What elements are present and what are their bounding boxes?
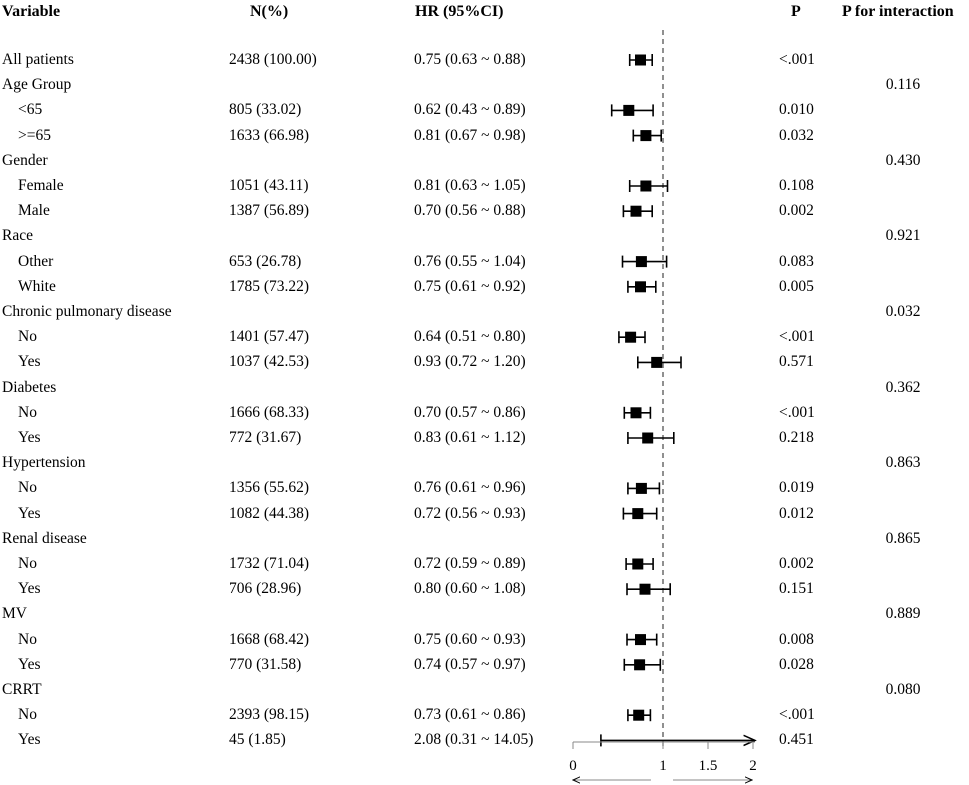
- row-n: 770 (31.58): [229, 655, 302, 673]
- hr-point: [631, 206, 642, 217]
- row-n: 1732 (71.04): [229, 555, 310, 572]
- row-n: 805 (33.02): [229, 101, 302, 119]
- row-p: 0.002: [779, 555, 814, 572]
- row-label: Gender: [2, 151, 48, 169]
- row-label: MV: [2, 605, 27, 623]
- row-p-interaction: 0.362: [885, 378, 921, 396]
- row-p-interaction: 0.863: [885, 454, 921, 472]
- row-p: 0.019: [779, 479, 814, 497]
- row-p-interaction: 0.865: [885, 529, 921, 547]
- header-n: N(%): [250, 3, 289, 20]
- row-hr: 0.81 (0.67 ~ 0.98): [414, 126, 526, 144]
- row-n: 1401 (57.47): [229, 328, 310, 346]
- row-p: 0.005: [779, 277, 814, 295]
- hr-point: [651, 357, 662, 368]
- hr-point: [625, 332, 636, 343]
- hr-point: [640, 181, 651, 192]
- row-p: 0.151: [779, 580, 814, 598]
- row-label: Renal disease: [2, 529, 87, 547]
- row-p: 0.002: [779, 202, 814, 220]
- row-n: 45 (1.85): [229, 731, 286, 749]
- row-p: 0.571: [779, 353, 814, 371]
- row-hr: 0.72 (0.59 ~ 0.89): [414, 555, 526, 572]
- row-label: Age Group: [2, 76, 72, 94]
- row-p-interaction: 0.921: [885, 227, 921, 245]
- hr-point: [634, 659, 645, 670]
- hr-point: [642, 433, 653, 444]
- header-p: P: [791, 3, 801, 20]
- row-label: Diabetes: [2, 378, 57, 396]
- row-n: 653 (26.78): [229, 252, 302, 270]
- row-p: 0.010: [779, 101, 814, 119]
- hr-point: [636, 483, 647, 494]
- row-label: No: [18, 328, 37, 346]
- row-hr: 0.93 (0.72 ~ 1.20): [414, 353, 526, 371]
- row-p-interaction: 0.116: [885, 76, 921, 94]
- row-label: No: [18, 479, 37, 497]
- row-p: 0.083: [779, 252, 814, 270]
- row-label: Male: [18, 202, 50, 220]
- row-p: 0.108: [779, 177, 814, 194]
- row-n: 1633 (66.98): [229, 126, 310, 144]
- row-hr: 0.70 (0.57 ~ 0.86): [414, 403, 526, 421]
- hr-point: [636, 256, 647, 267]
- row-p: <.001: [779, 706, 815, 724]
- row-n: 1666 (68.33): [229, 403, 310, 421]
- row-hr: 0.73 (0.61 ~ 0.86): [414, 706, 526, 724]
- row-p: 0.012: [779, 504, 814, 522]
- row-hr: 0.76 (0.61 ~ 0.96): [414, 479, 526, 497]
- row-n: 1037 (42.53): [229, 353, 310, 371]
- row-p-interaction: 0.889: [885, 605, 921, 623]
- row-hr: 2.08 (0.31 ~ 14.05): [414, 731, 534, 749]
- row-hr: 0.75 (0.63 ~ 0.88): [414, 51, 526, 68]
- x-tick-label: 1.5: [698, 758, 718, 774]
- hr-point: [632, 508, 643, 519]
- row-label: Yes: [18, 731, 41, 749]
- row-hr: 0.62 (0.43 ~ 0.89): [414, 101, 526, 119]
- hr-point: [635, 55, 646, 66]
- row-label: All patients: [2, 51, 74, 68]
- row-n: 1082 (44.38): [229, 504, 310, 522]
- row-label: Race: [2, 227, 33, 245]
- row-hr: 0.75 (0.61 ~ 0.92): [414, 277, 526, 295]
- row-n: 2393 (98.15): [229, 706, 310, 724]
- x-tick-label: 2: [749, 758, 757, 774]
- hr-point: [635, 281, 646, 292]
- hr-point: [623, 105, 634, 116]
- row-p: <.001: [779, 403, 815, 421]
- row-p: 0.008: [779, 630, 814, 648]
- row-n: 706 (28.96): [229, 580, 302, 598]
- row-n: 1785 (73.22): [229, 277, 310, 295]
- header-variable: Variable: [2, 3, 61, 20]
- row-hr: 0.76 (0.55 ~ 1.04): [414, 252, 526, 270]
- hr-point: [631, 407, 642, 418]
- row-label: CRRT: [2, 681, 42, 698]
- row-hr: 0.64 (0.51 ~ 0.80): [414, 328, 526, 346]
- row-hr: 0.81 (0.63 ~ 1.05): [414, 177, 526, 194]
- row-label: Yes: [18, 580, 41, 598]
- row-hr: 0.74 (0.57 ~ 0.97): [414, 655, 526, 673]
- row-p: <.001: [779, 51, 815, 68]
- row-label: Chronic pulmonary disease: [2, 303, 172, 320]
- row-hr: 0.83 (0.61 ~ 1.12): [414, 429, 526, 446]
- row-label: Other: [18, 252, 54, 270]
- row-label: >=65: [18, 126, 51, 144]
- row-label: No: [18, 630, 37, 648]
- hr-point: [640, 584, 651, 595]
- row-p: 0.032: [779, 126, 814, 144]
- hr-point: [632, 559, 643, 570]
- row-hr: 0.72 (0.56 ~ 0.93): [414, 504, 526, 522]
- row-hr: 0.75 (0.60 ~ 0.93): [414, 630, 526, 648]
- row-hr: 0.80 (0.60 ~ 1.08): [414, 580, 526, 598]
- row-n: 1356 (55.62): [229, 479, 310, 497]
- row-label: Hypertension: [2, 454, 86, 472]
- hr-point: [635, 634, 646, 645]
- row-label: No: [18, 555, 37, 572]
- x-tick-label: 0: [569, 758, 577, 774]
- row-n: 1387 (56.89): [229, 202, 310, 220]
- header-hr: HR (95%CI): [415, 3, 504, 20]
- row-n: 2438 (100.00): [229, 51, 317, 68]
- hr-point: [640, 130, 651, 141]
- row-label: Yes: [18, 353, 41, 371]
- row-n: 1668 (68.42): [229, 630, 310, 648]
- row-n: 1051 (43.11): [229, 177, 309, 194]
- row-p-interaction: 0.032: [885, 303, 921, 320]
- header-p-interaction: P for interaction: [842, 3, 954, 20]
- row-p: 0.451: [779, 731, 814, 749]
- row-label: Yes: [18, 655, 41, 673]
- row-p: 0.218: [779, 429, 814, 446]
- row-n: 772 (31.67): [229, 429, 302, 446]
- row-label: Yes: [18, 429, 41, 446]
- x-tick-label: 1: [659, 758, 667, 774]
- row-label: No: [18, 403, 37, 421]
- row-p: <.001: [779, 328, 815, 346]
- hr-point: [633, 710, 644, 721]
- row-label: Yes: [18, 504, 41, 522]
- row-label: White: [18, 277, 56, 295]
- row-label: No: [18, 706, 37, 724]
- row-p: 0.028: [779, 655, 814, 673]
- row-label: <65: [18, 101, 43, 119]
- row-label: Female: [18, 177, 64, 194]
- row-p-interaction: 0.430: [885, 151, 921, 169]
- row-p-interaction: 0.080: [885, 681, 921, 698]
- row-hr: 0.70 (0.56 ~ 0.88): [414, 202, 526, 220]
